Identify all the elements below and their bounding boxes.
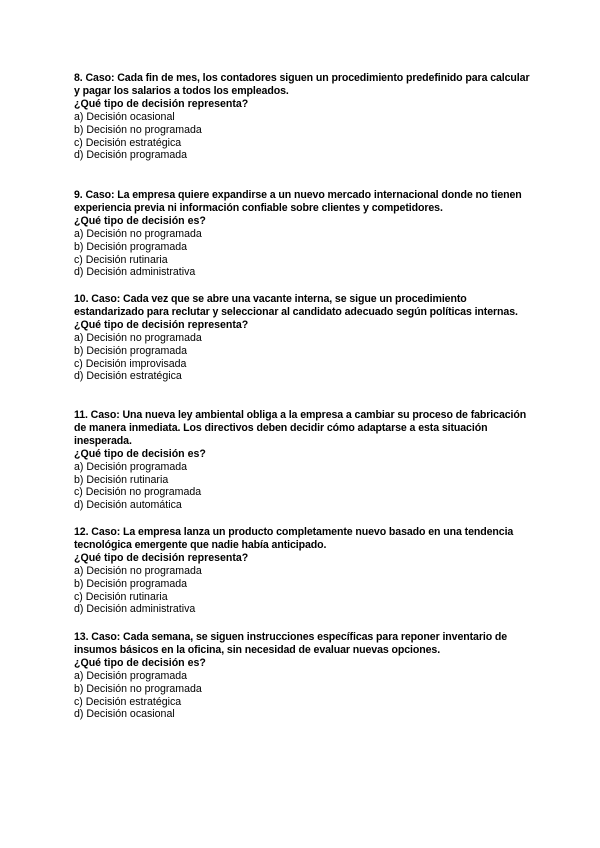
option-c: c) Decisión rutinaria (74, 253, 168, 266)
option-d: d) Decisión administrativa (74, 266, 196, 279)
question-ask: ¿Qué tipo de decisión representa? (74, 318, 249, 331)
options-list (74, 670, 534, 722)
question-12 (74, 526, 534, 616)
option-d: d) Decisión estratégica (74, 370, 182, 383)
question-ask: ¿Qué tipo de decisión es? (74, 447, 206, 460)
option-a: a) Decisión ocasional (74, 110, 175, 123)
option-c: c) Decisión estratégica (74, 136, 182, 149)
option-b: b) Decisión programada (74, 240, 188, 253)
question-ask: ¿Qué tipo de decisión es? (74, 214, 206, 227)
question-9 (74, 189, 534, 279)
option-d: d) Decisión programada (74, 149, 188, 162)
option-a: a) Decisión programada (74, 669, 188, 682)
question-prompt: 13. Caso: Cada semana, se siguen instrucciones específicas para reponer inventario de insumos básicos en la oficina, sin necesidad de evaluar nuevas opciones. (74, 631, 508, 656)
question-ask: ¿Qué tipo de decisión representa? (74, 551, 249, 564)
options-list (74, 111, 534, 163)
option-a: a) Decisión no programada (74, 564, 202, 577)
option-d: d) Decisión ocasional (74, 708, 175, 721)
option-d: d) Decisión administrativa (74, 603, 196, 616)
option-c: c) Decisión no programada (74, 486, 202, 499)
option-c: c) Decisión rutinaria (74, 590, 168, 603)
question-10 (74, 293, 534, 383)
question-prompt: 10. Caso: Cada vez que se abre una vacante interna, se sigue un procedimiento estandarizado para reclutar y seleccionar al candidato adecuado según políticas internas. (74, 293, 518, 318)
question-ask: ¿Qué tipo de decisión representa? (74, 97, 249, 110)
options-list (74, 228, 534, 280)
option-b: b) Decisión programada (74, 577, 188, 590)
option-a: a) Decisión no programada (74, 227, 202, 240)
option-c: c) Decisión improvisada (74, 357, 187, 370)
question-ask: ¿Qué tipo de decisión es? (74, 656, 206, 669)
option-a: a) Decisión no programada (74, 331, 202, 344)
option-b: b) Decisión programada (74, 344, 188, 357)
option-a: a) Decisión programada (74, 460, 188, 473)
options-list (74, 332, 534, 384)
question-prompt: 9. Caso: La empresa quiere expandirse a un nuevo mercado internacional donde no tienen experiencia previa ni información confiable sobre clientes y competidores. (74, 189, 522, 214)
option-c: c) Decisión estratégica (74, 695, 182, 708)
options-list (74, 461, 534, 513)
question-prompt: 8. Caso: Cada fin de mes, los contadores siguen un procedimiento predefinido para calcular y pagar los salarios a todos los empleados. (74, 72, 530, 97)
option-b: b) Decisión no programada (74, 123, 202, 136)
question-prompt: 11. Caso: Una nueva ley ambiental obliga a la empresa a cambiar su proceso de fabricación de manera inmediata. Los directivos deben decidir cómo adaptarse a esta situación inesperada. (74, 409, 527, 447)
option-d: d) Decisión automática (74, 499, 182, 512)
question-prompt: 12. Caso: La empresa lanza un producto completamente nuevo basado en una tendencia tecnológica emergente que nadie había anticipado. (74, 526, 514, 551)
question-8 (74, 72, 534, 162)
option-b: b) Decisión rutinaria (74, 473, 169, 486)
question-13 (74, 631, 534, 721)
option-b: b) Decisión no programada (74, 682, 202, 695)
options-list (74, 565, 534, 617)
question-11 (74, 409, 534, 512)
